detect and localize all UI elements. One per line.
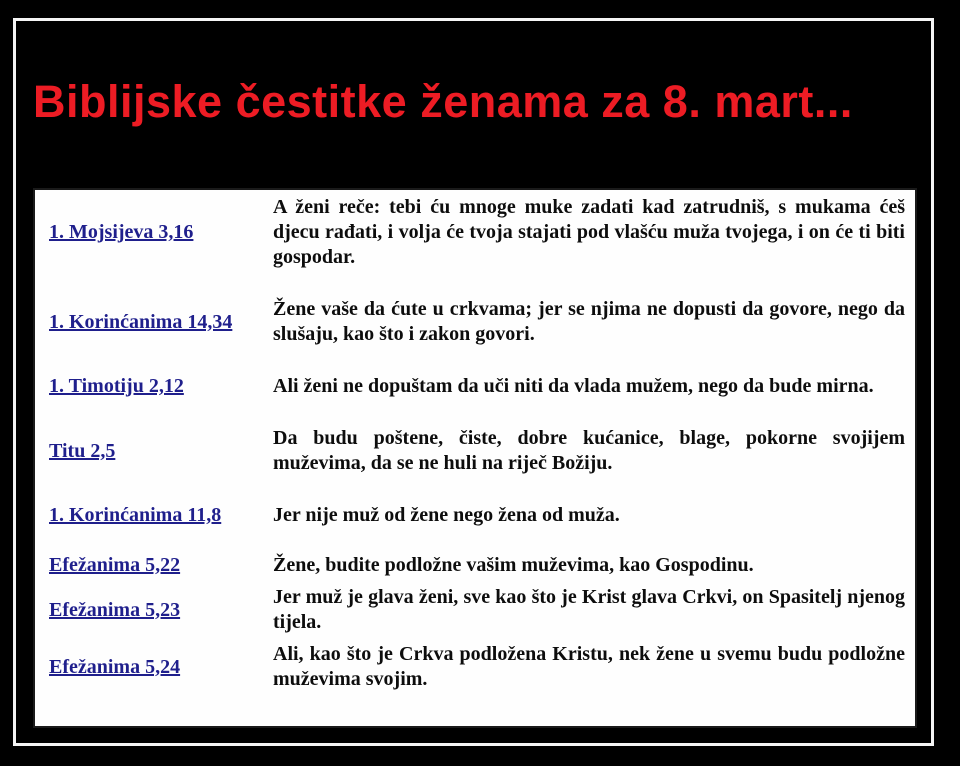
verse-reference-link[interactable]: 1. Korinćanima 11,8 <box>49 504 222 526</box>
page-title: Biblijske čestitke ženama za 8. mart... <box>33 76 853 127</box>
table-row <box>45 426 905 476</box>
verse-text: Ali, kao što je Crkva podložena Kristu, nek žene u svemu budu podložne muževima svojim. <box>273 643 905 690</box>
verse-reference-link[interactable]: Efežanima 5,23 <box>49 598 181 621</box>
verse-reference-link[interactable]: 1. Timotiju 2,12 <box>49 375 184 397</box>
verse-reference-link[interactable]: 1. Korinćanima 14,34 <box>49 310 233 333</box>
verse-text: Da budu poštene, čiste, dobre kućanice, blage, pokorne svojijem muževima, da se ne huli na riječ Božiju. <box>273 427 905 474</box>
verse-text: Jer muž je glava ženi, sve kao što je Krist glava Crkvi, on Spasitelj njenog tijela. <box>273 586 905 633</box>
verse-text: Žene vaše da ćute u crkvama; jer se njima ne dopusti da govore, nego da slušaju, kao što i zakon govori. <box>273 298 905 345</box>
verse-reference-link[interactable]: 1. Mojsijeva 3,16 <box>49 221 194 243</box>
verse-text: Jer nije muž od žene nego žena od muža. <box>273 504 620 526</box>
table-row <box>45 642 905 692</box>
verse-text: A ženi reče: tebi ću mnoge muke zadati kad zatrudniš, s mukama ćeš djecu rađati, i volja će tvoja stajati pod vlašću muža tvojega, i on će ti biti gospodar. <box>273 196 905 268</box>
verse-reference-cell <box>45 599 273 622</box>
verse-reference-cell <box>45 375 273 398</box>
table-row <box>45 374 905 399</box>
table-row <box>45 195 905 270</box>
verse-reference-cell <box>45 656 273 679</box>
verse-reference-cell <box>45 554 273 577</box>
verse-reference-cell <box>45 504 273 527</box>
verse-reference-cell <box>45 221 273 244</box>
verse-reference-link[interactable]: Efežanima 5,24 <box>49 655 181 678</box>
verse-reference-cell <box>45 311 273 334</box>
verses-table <box>33 188 917 728</box>
verse-text: Žene, budite podložne vašim muževima, kao Gospodinu. <box>273 554 754 576</box>
table-row <box>45 297 905 347</box>
table-row <box>45 503 905 528</box>
table-row <box>45 553 905 578</box>
verse-text: Ali ženi ne dopuštam da uči niti da vlada mužem, nego da bude mirna. <box>273 375 874 397</box>
verse-reference-link[interactable]: Titu 2,5 <box>49 439 116 462</box>
verse-reference-link[interactable]: Efežanima 5,22 <box>49 554 181 576</box>
verse-reference-cell <box>45 440 273 463</box>
table-row <box>45 585 905 635</box>
